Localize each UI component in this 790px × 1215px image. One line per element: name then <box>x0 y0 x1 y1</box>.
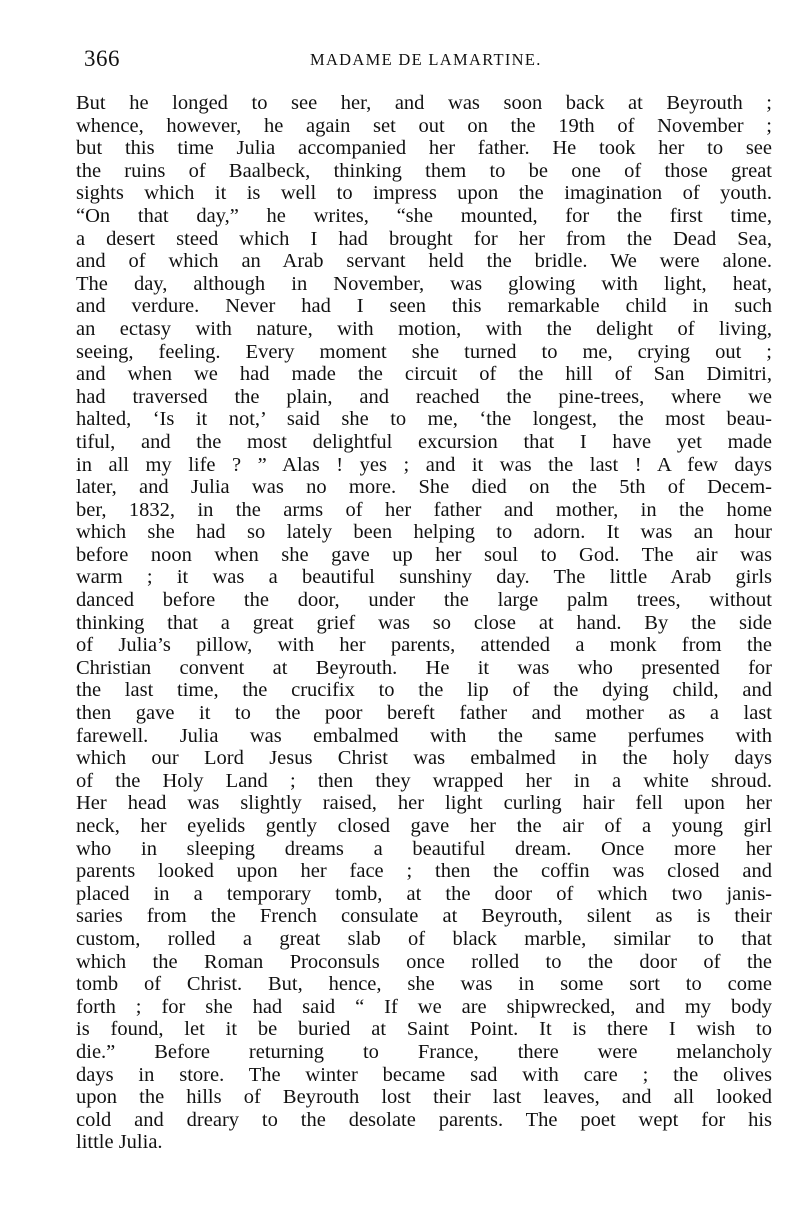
running-title: MADAME DE LAMARTINE. <box>310 50 542 69</box>
text-line: custom, rolled a great slab of black marble, similar to that <box>76 927 772 950</box>
text-line: which our Lord Jesus Christ was embalmed in the holy days <box>76 747 772 770</box>
text-line: warm ; it was a beautiful sunshiny day. The little Arab girls <box>76 566 772 589</box>
text-line: neck, her eyelids gently closed gave her the air of a young girl <box>76 815 772 837</box>
text-line: of the Holy Land ; then they wrapped her in a white shroud. <box>76 769 772 792</box>
text-line: days in store. The winter became sad with care ; the olives <box>76 1063 772 1086</box>
text-line: which she had so lately been helping to adorn. It was an hour <box>76 521 772 544</box>
text-line: which the Roman Proconsuls once rolled to the door of the <box>76 950 772 973</box>
text-line: forth ; for she had said “ If we are shipwrecked, and my body <box>76 995 772 1018</box>
text-line: farewell. Julia was embalmed with the same perfumes with <box>76 724 772 747</box>
text-line: but this time Julia accompanied her father. He took her to see <box>76 137 772 160</box>
text-line: tomb of Christ. But, hence, she was in some sort to come <box>76 973 772 996</box>
text-line: danced before the door, under the large palm trees, without <box>76 589 772 612</box>
text-line: saries from the French consulate at Beyrouth, silent as is their <box>76 905 772 928</box>
text-line: who in sleeping dreams a beautiful dream. Once more her <box>76 837 772 860</box>
text-line: halted, ‘Is it not,’ said she to me, ‘the longest, the most beau- <box>76 408 772 431</box>
text-line: is found, let it be buried at Saint Point. It is there I wish to <box>76 1018 772 1041</box>
text-line: before noon when she gave up her soul to God. The air was <box>76 543 772 566</box>
text-line: But he longed to see her, and was soon back at Beyrouth ; <box>76 92 772 114</box>
text-line: upon the hills of Beyrouth lost their last leaves, and all looked <box>76 1086 772 1109</box>
text-line: ber, 1832, in the arms of her father and mother, in the home <box>76 498 772 521</box>
body-text <box>76 92 772 1154</box>
text-line: Christian convent at Beyrouth. He it was who presented for <box>76 656 772 679</box>
text-line: thinking that a great grief was so close at hand. By the side <box>76 611 772 634</box>
page-number: 366 <box>84 46 120 71</box>
text-line: a desert steed which I had brought for her from the Dead Sea, <box>76 227 772 250</box>
text-line: had traversed the plain, and reached the pine-trees, where we <box>76 385 772 408</box>
text-line: seeing, feeling. Every moment she turned to me, crying out ; <box>76 340 772 363</box>
text-line: whence, however, he again set out on the 19th of November ; <box>76 114 772 137</box>
text-line: an ectasy with nature, with motion, with the delight of living, <box>76 317 772 340</box>
text-line: placed in a temporary tomb, at the door of which two janis- <box>76 882 772 905</box>
text-line: and of which an Arab servant held the bridle. We were alone. <box>76 250 772 273</box>
running-head <box>84 46 774 76</box>
text-line: “On that day,” he writes, “she mounted, for the first time, <box>76 204 772 227</box>
text-line: the ruins of Baalbeck, thinking them to be one of those great <box>76 159 772 182</box>
text-line: of Julia’s pillow, with her parents, attended a monk from the <box>76 634 772 657</box>
text-line: little Julia. <box>76 1131 163 1154</box>
text-line: Her head was slightly raised, her light curling hair fell upon her <box>76 792 772 815</box>
text-line: cold and dreary to the desolate parents. The poet wept for his <box>76 1108 772 1131</box>
text-line: parents looked upon her face ; then the coffin was closed and <box>76 860 772 883</box>
text-line: later, and Julia was no more. She died on the 5th of Decem- <box>76 476 772 499</box>
text-line: and when we had made the circuit of the hill of San Dimitri, <box>76 363 772 386</box>
text-line: sights which it is well to impress upon the imagination of youth. <box>76 182 772 205</box>
text-line: the last time, the crucifix to the lip of the dying child, and <box>76 679 772 702</box>
text-line: die.” Before returning to France, there were melancholy <box>76 1040 772 1063</box>
text-line: tiful, and the most delightful excursion that I have yet made <box>76 430 772 453</box>
text-line: The day, although in November, was glowing with light, heat, <box>76 272 772 295</box>
text-line: and verdure. Never had I seen this remarkable child in such <box>76 295 772 318</box>
text-line: then gave it to the poor bereft father and mother as a last <box>76 702 772 725</box>
text-line: in all my life ? ” Alas ! yes ; and it was the last ! A few days <box>76 453 772 476</box>
